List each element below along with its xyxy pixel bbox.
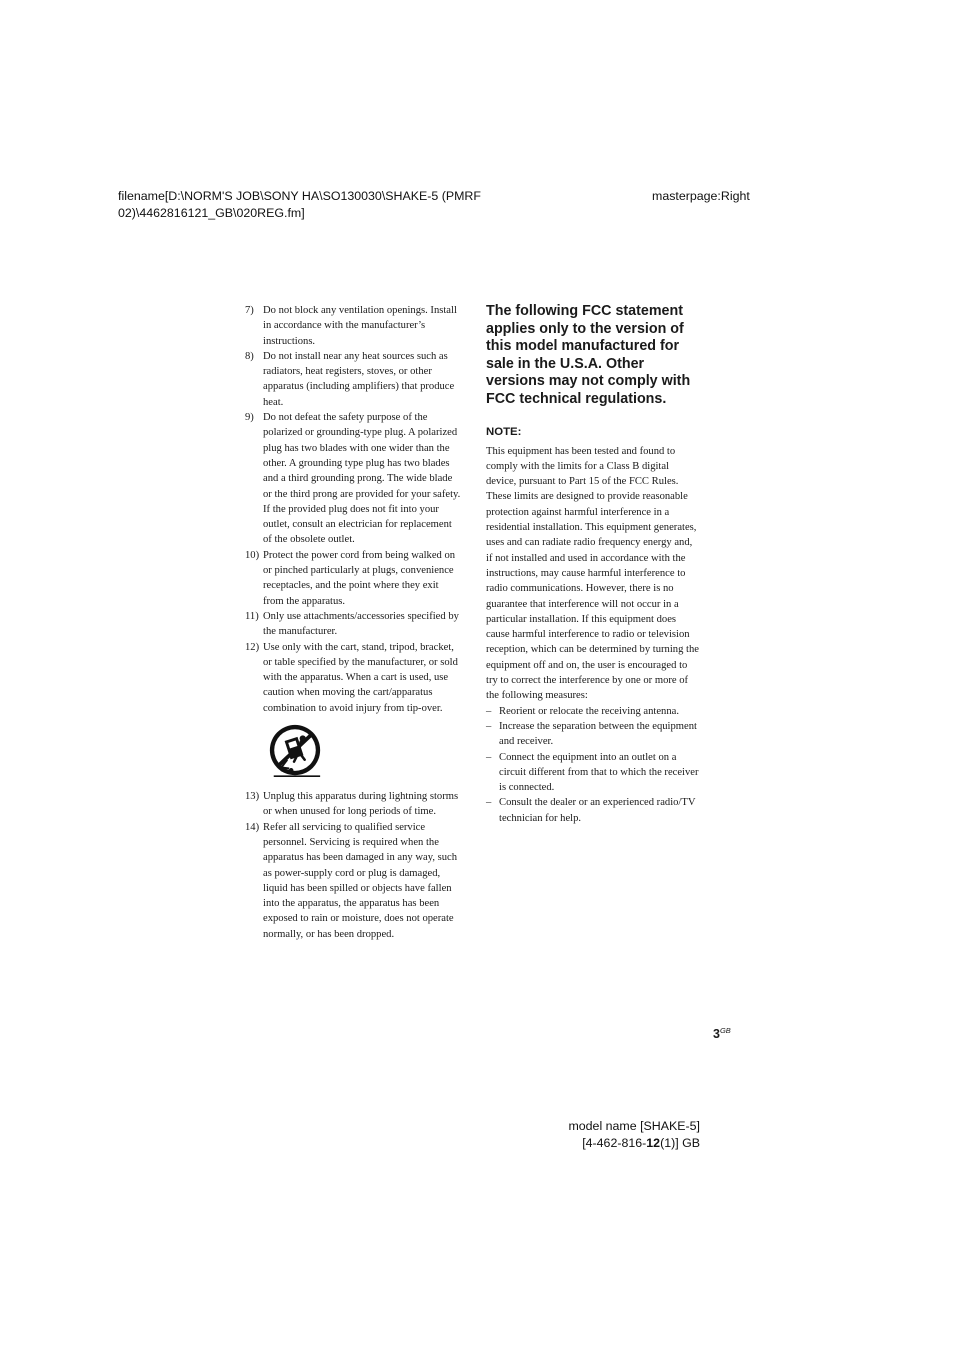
list-item [245,789,461,820]
item-number: 13) [245,791,260,803]
item-number: 8) [245,350,254,362]
measure-item [486,719,700,750]
dash-marker: – [486,705,492,717]
list-item [245,410,461,548]
item-text: Only use attachments/accessories specified by the manufacturer. [263,610,459,638]
dash-marker: – [486,751,492,763]
model-name: model name [SHAKE-5] [568,1119,700,1133]
filename-line-2: 02)\4462816121_GB\020REG.fm] [118,206,305,220]
item-number: 11) [245,610,259,622]
dash-marker: – [486,720,492,732]
part-code [568,1135,700,1152]
measure-item [486,704,700,719]
page-number [713,1026,731,1041]
part-code-bold: 12 [646,1136,661,1150]
note-body: This equipment has been tested and found to comply with the limits for a Class B digital device, pursuant to Part 15 of the FCC Rules. These limits are designed to provide reasonable protection against harmful interference in a residential installation. This equipment generates, uses and can radiate radio frequency energy and, if not installed and used in accordance with the instructions, may cause harmful interference to radio communications. However, there is no guarantee that interference will not occur in a particular installation. If this equipment does cause harmful interference to radio or television reception, which can be determined by turning the equipment off and on, the user is encouraged to try to correct the interference by one or more of the following measures: [486,445,699,702]
note-label: NOTE: [486,425,522,438]
filename-line-1: filename[D:\NORM'S JOB\SONY HA\SO130030\SHAKE-5 (PMRF [118,189,481,203]
item-text: Refer all servicing to qualified service personnel. Servicing is required when the apparatus has been damaged in any way, such as power-supply cord or plug is damaged, liquid has been spilled or objects have fallen into the apparatus, the apparatus has been exposed to rain or moisture, does not operate normally, or has been dropped. [263,821,458,940]
filename-header [118,188,538,222]
measure-item [486,750,700,796]
measure-item [486,795,700,826]
fcc-heading: The following FCC statement applies only to the version of this model manufactured for sale in the U.S.A. Other versions may not comply with FCC technical regulations. [486,303,691,407]
item-text: Do not defeat the safety purpose of the polarized or grounding-type plug. A polarized plug has two blades with one wider than the other. A grounding type plug has two blades and a third grounding prong. The wide blade or the third prong are provided for your safety. If the provided plug does not fit into your outlet, consult an electrician for replacement of the obsolete outlet. [263,412,461,546]
item-text: Unplug this apparatus during lightning storms or when unused for long periods of time. [263,791,459,818]
model-footer [568,1118,700,1152]
safety-instructions-column [245,303,461,942]
list-item [245,548,461,609]
page-number-value: 3 [713,1027,720,1042]
measure-text: Connect the equipment into an outlet on a circuit different from that to which the receiver is connected. [499,751,699,794]
item-text: Do not install near any heat sources such as radiators, heat registers, stoves, or other apparatus (including amplifiers) that produce heat. [263,350,455,408]
list-item [245,640,461,716]
item-number: 9) [245,412,254,424]
measure-text: Consult the dealer or an experienced radio/TV technician for help. [499,797,696,824]
measure-text: Increase the separation between the equipment and receiver. [499,720,697,748]
item-number: 12) [245,641,260,653]
item-number: 10) [245,549,260,561]
list-item [245,349,461,410]
list-item [245,820,461,942]
item-text: Protect the power cord from being walked on or pinched particularly at plugs, convenience receptacles, and the point where they exit from the apparatus. [263,549,456,607]
masterpage-label: masterpage:Right [652,189,750,203]
page-number-suffix: GB [719,1026,731,1035]
part-code-prefix: [4-462-816- [582,1136,647,1150]
item-text: Do not block any ventilation openings. Install in accordance with the manufacturer’s instructions. [263,305,457,347]
list-item [245,303,461,349]
dash-marker: – [486,797,492,809]
item-number: 14) [245,821,260,833]
item-text: Use only with the cart, stand, tripod, bracket, or table specified by the manufacturer, or sold with the apparatus. When a cart is used, use caution when moving the cart/apparatus combination to avoid injury from tip-over. [263,641,458,714]
part-code-suffix: (1)] GB [660,1136,700,1150]
fcc-statement-column [486,303,700,826]
item-number: 7) [245,305,254,316]
measure-text: Reorient or relocate the receiving antenna. [499,705,680,717]
list-item [245,609,461,640]
cart-tipover-warning-icon [266,723,324,781]
